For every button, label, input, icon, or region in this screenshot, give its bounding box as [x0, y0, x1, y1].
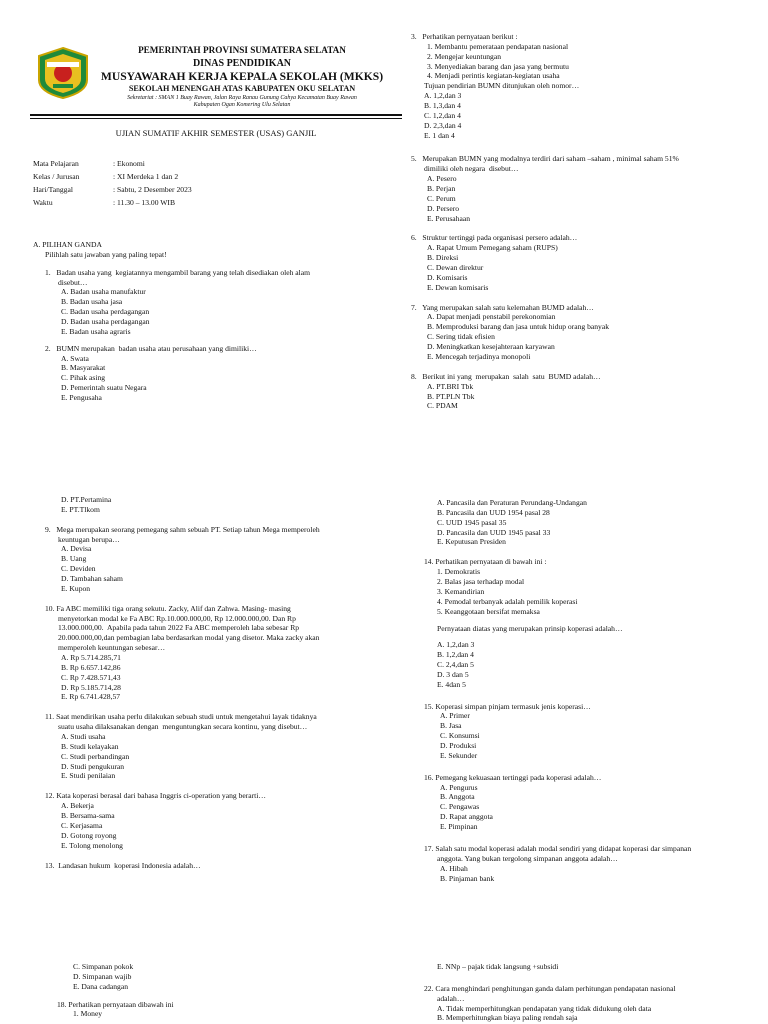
option: E. Kupon [61, 583, 91, 593]
option: B. Bersama-sama [61, 811, 115, 821]
option-list [424, 1004, 764, 1024]
option: D. Pancasila dan UUD 1945 pasal 33 [437, 527, 551, 537]
option: C. Perum [427, 193, 456, 203]
option-list [45, 653, 395, 702]
option: B. Memproduksi barang dan jasa untuk hidup orang banyak [427, 322, 610, 332]
option: D. Tambahan saham [61, 574, 123, 584]
header-rule-thick [30, 114, 402, 116]
option: A. Studi usaha [61, 732, 106, 742]
option: B. Jasa [440, 721, 462, 731]
question-2 [33, 344, 373, 403]
option: B. Badan usaha jasa [61, 297, 123, 307]
option-list [411, 312, 761, 361]
option: D. Produksi [440, 741, 477, 751]
left-column-page1 [33, 240, 373, 403]
option: D. 2,3,dan 4 [424, 120, 462, 130]
question-text: 12. Kata koperasi berasal dari bahasa Inggris ci-operation yang berarti… [45, 791, 266, 801]
question-1 [33, 268, 373, 337]
left-column-page3 [57, 962, 397, 1019]
question-text: 9. Mega merupakan seorang pemegang sahm sebuah PT. Setiap tahun Mega memperoleh keuntugan berupa… [45, 524, 320, 544]
question-text: 1. Badan usaha yang kegiatannya mengambil barang yang telah disediakan oleh alam disebut… [45, 267, 311, 287]
option: A. Primer [440, 711, 470, 721]
statement-list [411, 42, 761, 81]
option: A. Dapat menjadi penstabil perekonomian [427, 312, 556, 322]
option: C. Simpanan pokok [73, 962, 134, 971]
option: C. Sering tidak efisien [427, 332, 495, 342]
question-text: 8. Berikut ini yang merupakan salah satu BUMD adalah… [411, 371, 601, 381]
info-row-date [33, 185, 393, 198]
option: C. Kerjasama [61, 820, 103, 830]
header-rule-thin [30, 118, 402, 119]
option: B. Pancasila dan UUD 1954 pasal 28 [437, 507, 550, 517]
option: E. Perusahaan [427, 213, 471, 223]
option: E. Pengusaha [61, 393, 102, 403]
exam-info [33, 159, 393, 211]
question-text: 10. Fa ABC memiliki tiga orang sekutu. Zacky, Alif dan Zahwa. Masing- masing menyetorkan modal ke Fa ABC Rp.10.000.000,00, Rp 12.000.000,00. Dan Rp 13.000.000,00. Apabila pada tahun 2022 Fa ABC memperoleh laba sebesar Rp 20.000.000,00,dan pembagian laba berdasarkan modal yang disetor. Maka zacky akan memperoleh keuntungan sebesar… [45, 603, 320, 653]
option: D. Meningkatkan kesejahteraan karyawan [427, 342, 555, 352]
option: A. Badan usaha manufaktur [61, 287, 146, 297]
question-14 [424, 557, 764, 689]
option: A. Rp 5.714.285,71 [61, 653, 121, 663]
option-list [45, 544, 395, 593]
option-list [411, 243, 761, 292]
statement: 1. Membantu pemerataan pendapatan nasional [427, 41, 569, 51]
question-text: 2. BUMN merupakan badan usaha atau perusahaan yang dimiliki… [45, 343, 257, 353]
option: E. 4dan 5 [437, 679, 466, 689]
question-18: 18. Perhatikan pernyataan dibawah ini [57, 999, 174, 1009]
header-regency: Kabupaten Ogan Komering Ulu Selatan [193, 102, 291, 109]
option: E. 1 dan 4 [424, 130, 455, 140]
right-column-page1 [411, 32, 761, 411]
question-16 [424, 773, 764, 832]
option-list [424, 711, 764, 760]
right-column-page2 [424, 498, 764, 883]
option: C. UUD 1945 pasal 35 [437, 517, 507, 527]
question-11 [45, 712, 395, 781]
statement: 4. Menjadi perintis kegiatan-kegiatan usaha [427, 71, 560, 81]
statement: 5. Keanggotaan bersifat memaksa [437, 606, 540, 616]
option: B. 1,3,dan 4 [424, 101, 461, 111]
option-list [411, 382, 761, 412]
option: E. Keputusan Presiden [437, 537, 506, 547]
info-value: : XI Merdeka 1 dan 2 [113, 172, 179, 181]
info-value: : Ekonomi [113, 159, 145, 168]
option: B. Anggota [440, 792, 475, 802]
left-column-page2 [45, 495, 395, 870]
statement: 3. Menyediakan barang dan jasa yang bermutu [427, 61, 569, 71]
option: A. 1,2,dan 3 [437, 640, 475, 650]
question-12 [45, 791, 395, 850]
option: D. Rapat anggota [440, 812, 493, 822]
option: E. Dewan komisaris [427, 282, 489, 292]
option: C. Studi perbandingan [61, 751, 130, 761]
option-list [424, 783, 764, 832]
info-label: Kelas / Jurusan [33, 172, 80, 181]
option-list [411, 174, 761, 223]
option-list-continued [424, 962, 764, 972]
header-address: Sekretariat : SMAN 1 Buay Rawan, Jalan Raya Ranau Gunung Cahya Kecamatan Buay Rawan [127, 94, 357, 101]
option: E. Tolong menolong [61, 840, 123, 850]
option: D. Studi pengukuran [61, 761, 125, 771]
header-school-level: SEKOLAH MENENGAH ATAS KABUPATEN OKU SELATAN [128, 83, 356, 93]
option: A. Swata [61, 353, 89, 363]
info-label: Waktu [33, 198, 53, 207]
option: A. Devisa [61, 544, 92, 554]
option-list [411, 91, 761, 140]
option: A. PT.BRI Tbk [427, 381, 474, 391]
option: D. Rp 5.185.714,28 [61, 682, 121, 692]
question-8 [411, 372, 761, 411]
header-province: PEMERINTAH PROVINSI SUMATERA SELATAN [138, 45, 346, 55]
option: A. Hibah [440, 863, 468, 873]
option: C. Rp 7.428.571,43 [61, 672, 121, 682]
option-list-continued [57, 962, 397, 992]
option: C. Konsumsi [440, 731, 480, 741]
option-list-continued [424, 498, 764, 547]
right-column-page3 [424, 962, 764, 1023]
header-department: DINAS PENDIDIKAN [192, 57, 292, 69]
question-6 [411, 233, 761, 292]
statement-list [424, 567, 764, 616]
option: C. Pengawas [440, 802, 480, 812]
option: B. Masyarakat [61, 363, 106, 373]
question-22: 22. Cara menghindari penghitungan ganda dalam perhitungan pendapatan nasional adalah… [424, 983, 676, 1003]
info-label: Hari/Tanggal [33, 185, 73, 194]
option: E. PT.Tlkom [61, 504, 100, 514]
question-7 [411, 303, 761, 362]
option-list-continued [45, 495, 395, 515]
option: E. Studi penilaian [61, 771, 116, 781]
option: D. PT.Pertamina [61, 495, 112, 504]
option: D. Badan usaha perdagangan [61, 317, 150, 327]
statement: 2. Mengejar keuntungan [427, 51, 502, 61]
option: A. Bekerja [61, 801, 94, 811]
option: E. Rp 6.741.428,57 [61, 692, 121, 702]
question-15 [424, 702, 764, 761]
statement: 1. Money [73, 1009, 103, 1019]
option: E. Mencegah terjadinya monopoli [427, 351, 531, 361]
option: D. Pemerintah suatu Negara [61, 383, 147, 393]
option: C. Badan usaha perdagangan [61, 307, 150, 317]
option: E. Badan usaha agraris [61, 326, 131, 336]
info-value: : Sabtu, 2 Desember 2023 [113, 185, 192, 194]
option: A. Tidak memperhitungkan pendapatan yang tidak didukung oleh data [437, 1003, 652, 1013]
info-value: : 11.30 – 13.00 WIB [113, 198, 176, 207]
option: D. Simpanan wajib [73, 971, 132, 981]
option: E. NNp – pajak tidak langsung +subsidi [437, 962, 559, 971]
statement: 2. Balas jasa terhadap modal [437, 577, 525, 587]
question-text: 11. Saat mendirikan usaha perlu dilakukan sebuah studi untuk mengetahui layak tidaknya suatu usaha dilaksanakan dengan menguntungkan secara kontinu, yang disebut… [45, 712, 317, 732]
section-instruction: Pilihlah satu jawaban yang paling tepat! [45, 249, 167, 259]
question-text: 14. Perhatikan pernyataan di bawah ini : [424, 557, 547, 567]
option: B. 1,2,dan 4 [437, 650, 474, 660]
section-title: A. PILIHAN GANDA [33, 240, 102, 249]
option: A. Rapat Umum Pemegang saham (RUPS) [427, 243, 558, 253]
question-text: 5. Merupakan BUMN yang modalnya terdiri dari saham –saham , minimal saham 51% dimiliki oleh negara disebut… [411, 154, 679, 174]
question-text: 6. Struktur tertinggi pada organisasi persero adalah… [411, 233, 578, 243]
option-list [424, 864, 764, 884]
option: A. Pesero [427, 174, 457, 184]
option: D. Persero [427, 203, 460, 213]
question-text: 17. Salah satu modal koperasi adalah modal sendiri yang didapat koperasi dar simpanan anggota. Yang bukan tergolong simpanan anggota adalah… [424, 843, 692, 863]
question-prompt: Pernyataan diatas yang merupakan prinsip koperasi adalah… [437, 624, 623, 634]
option: A. Pancasila dan Peraturan Perundang-Undangan [437, 498, 587, 507]
question-text: 13. Landasan hukum koperasi Indonesia adalah… [45, 860, 201, 870]
info-label: Mata Pelajaran [33, 159, 79, 168]
option: B. Uang [61, 554, 87, 564]
option: B. Perjan [427, 184, 456, 194]
letterhead [80, 45, 404, 110]
question-prompt: Tujuan pendirian BUMN ditunjukan oleh nomor… [424, 81, 580, 91]
option-list [45, 801, 395, 850]
option-list [424, 640, 764, 689]
info-row-time [33, 198, 393, 211]
option: C. Dewan direktur [427, 263, 484, 273]
option: D. Gotong royong [61, 830, 117, 840]
option: B. Memperhitungkan biaya paling rendah saja [437, 1013, 578, 1023]
question-13 [45, 861, 395, 871]
option: B. Direksi [427, 253, 459, 263]
option: C. PDAM [427, 401, 458, 411]
info-row-subject [33, 159, 393, 172]
option: B. Rp 6.657.142,86 [61, 662, 121, 672]
option-list [45, 732, 395, 781]
question-text: 15. Koperasi simpan pinjam termasuk jenis koperasi… [424, 701, 591, 711]
header-mkks: MUSYAWARAH KERJA KEPALA SEKOLAH (MKKS) [100, 69, 384, 83]
option: D. 3 dan 5 [437, 669, 469, 679]
question-9 [45, 525, 395, 594]
option: C. 2,4,dan 5 [437, 660, 474, 670]
option: E. Dana cadangan [73, 981, 129, 991]
option: B. PT.PLN Tbk [427, 391, 475, 401]
option-list [45, 354, 373, 403]
option: A. Pengurus [440, 782, 478, 792]
statement: 4. Pemodal terbanyak adalah pemilik koperasi [437, 596, 578, 606]
option: E. Sekunder [440, 750, 478, 760]
option: D. Komisaris [427, 272, 468, 282]
option: E. Pimpinan [440, 822, 478, 832]
question-text: 16. Pemegang kekuasaan tertinggi pada koperasi adalah… [424, 772, 602, 782]
option: C. 1,2,dan 4 [424, 110, 461, 120]
option: C. Pihak asing [61, 373, 106, 383]
question-17 [424, 844, 764, 883]
exam-title: UJIAN SUMATIF AKHIR SEMESTER (USAS) GANJIL [115, 128, 317, 138]
option: A. 1,2,dan 3 [424, 91, 462, 101]
option: B. Studi kelayakan [61, 741, 119, 751]
option: C. Deviden [61, 564, 96, 574]
question-5 [411, 154, 761, 223]
question-10 [45, 604, 395, 703]
info-row-class [33, 172, 393, 185]
statement: 3. Kemandirian [437, 586, 485, 596]
question-text: 7. Yang merupakan salah satu kelemahan BUMD adalah… [411, 302, 594, 312]
statement: 1. Demokratis [437, 567, 481, 577]
option: B. Pinjaman bank [440, 873, 495, 883]
question-text: 3. Perhatikan pernyataan berikut : [411, 32, 518, 41]
option-list [45, 287, 373, 336]
question-3 [411, 32, 761, 140]
